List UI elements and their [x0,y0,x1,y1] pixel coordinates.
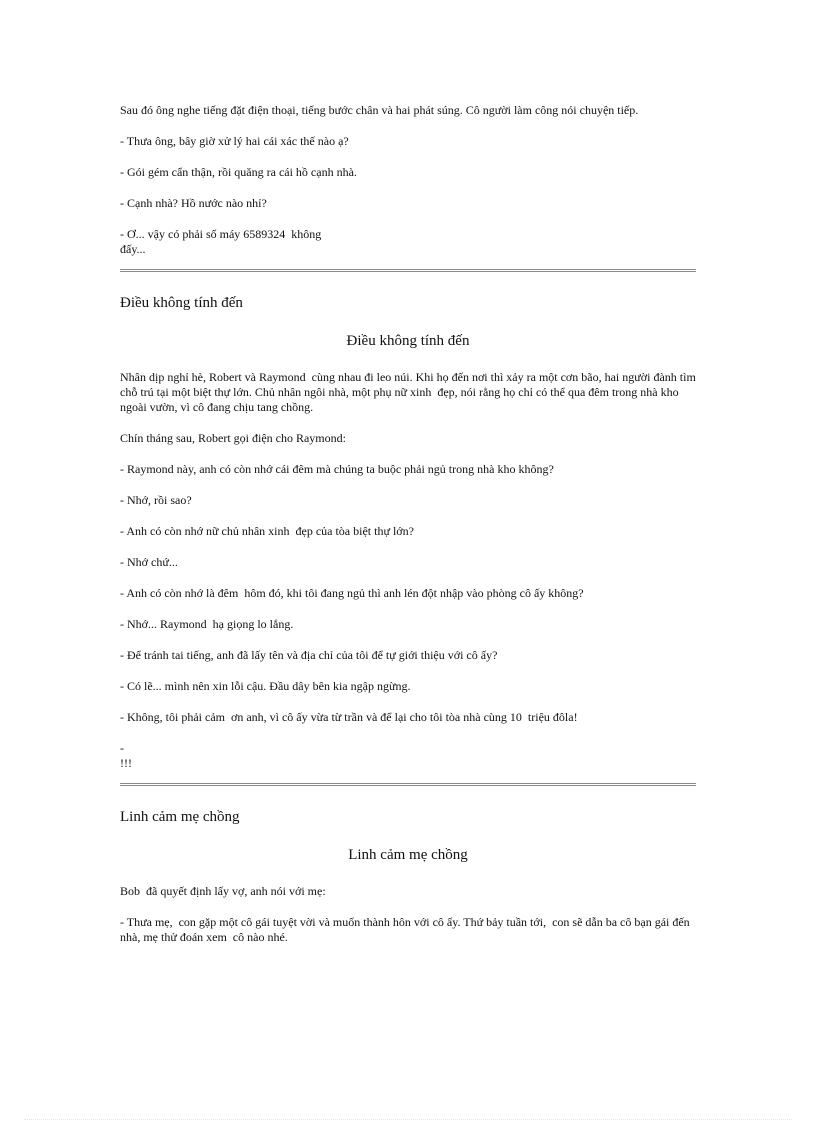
paragraph: - Raymond này, anh có còn nhớ cái đêm mà chúng ta buộc phải ngủ trong nhà kho không? [120,462,554,476]
paragraph: Nhân dịp nghỉ hè, Robert và Raymond cùng nhau đi leo núi. Khi họ đến nơi thì xảy ra một cơn bão, hai người đành tìm chỗ trú tại một biệt thự lớn. Chủ nhân ngôi nhà, một phụ nữ xinh đẹp, nói rằng họ chỉ có thể qua đêm trong nhà kho ngoài vườn, vì cô đang chịu tang chồng. [120,370,699,414]
section-3 [120,808,696,945]
paragraph: - Không, tôi phải cảm ơn anh, vì cô ấy vừa từ trần và để lại cho tôi tòa nhà cùng 10 triệu đôla! [120,710,578,724]
paragraph: !!! [120,756,132,770]
paragraph: Chín tháng sau, Robert gọi điện cho Raymond: [120,431,346,445]
section-2 [120,294,699,771]
paragraph: - Thưa mẹ, con gặp một cô gái tuyệt vời và muốn thành hôn với cô ấy. Thứ bảy tuần tới, con sẽ dẫn ba cô bạn gái đến nhà, mẹ thử đoán xem cô nào nhé. [120,915,693,944]
paragraph: - Nhớ... Raymond hạ giọng lo lắng. [120,617,294,631]
paragraph: - Gói gém cẩn thận, rồi quăng ra cái hồ cạnh nhà. [120,165,357,179]
section-label: Linh cảm mẹ chồng [120,809,240,825]
paragraph: Sau đó ông nghe tiếng đặt điện thoại, tiếng bước chân và hai phát súng. Cô người làm công nói chuyện tiếp. [120,103,639,117]
section-1 [120,103,696,257]
section-label: Điều không tính đến [120,295,243,311]
section-title: Linh cảm mẹ chồng [348,847,468,863]
paragraph: - Nhớ chứ... [120,555,178,569]
paragraph: đấy... [120,242,146,256]
page-bottom-border [24,1119,792,1120]
horizontal-rule [120,269,696,272]
paragraph: - Ơ... vậy có phải số máy 6589324 không [120,227,322,241]
paragraph: - Anh có còn nhớ là đêm hôm đó, khi tôi đang ngủ thì anh lén đột nhập vào phòng cô ấy không? [120,586,584,600]
paragraph: - Thưa ông, bây giờ xử lý hai cái xác thế nào ạ? [120,134,349,148]
horizontal-rule [120,783,696,786]
paragraph: - Để tránh tai tiếng, anh đã lấy tên và địa chỉ của tôi để tự giới thiệu với cô ấy? [120,648,498,662]
paragraph: Bob đã quyết định lấy vợ, anh nói với mẹ: [120,884,326,898]
paragraph: - Nhớ, rồi sao? [120,493,192,507]
section-title: Điều không tính đến [346,333,470,349]
paragraph: - Cạnh nhà? Hồ nước nào nhỉ? [120,196,267,210]
document-page [120,103,699,961]
paragraph: - Có lẽ... mình nên xin lỗi cậu. Đầu dây bên kia ngập ngừng. [120,679,411,693]
paragraph: - [120,741,124,755]
paragraph: - Anh có còn nhớ nữ chủ nhân xinh đẹp của tòa biệt thự lớn? [120,524,414,538]
